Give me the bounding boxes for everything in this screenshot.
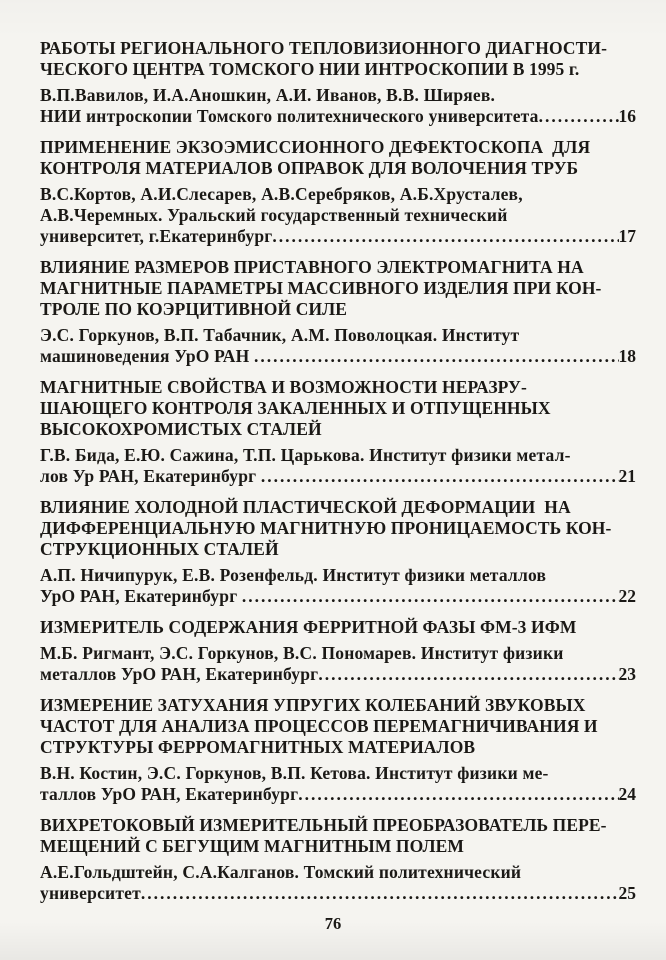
toc-title-line: ЧАСТОТ ДЛЯ АНАЛИЗА ПРОЦЕССОВ ПЕРЕМАГНИЧИВАНИЯ И: [40, 716, 598, 736]
toc-entry-authors: [40, 763, 636, 784]
toc-entry-title: [40, 497, 636, 560]
toc-entry-refline: [40, 106, 636, 127]
toc-entry-page-number: 23: [618, 664, 636, 684]
toc-title-line: МАГНИТНЫЕ СВОЙСТВА И ВОЗМОЖНОСТИ НЕРАЗРУ-: [40, 377, 527, 397]
toc-entry-refline-text: машиноведения УрО РАН: [40, 346, 255, 366]
toc-title-line: РАБОТЫ РЕГИОНАЛЬНОГО ТЕПЛОВИЗИОННОГО ДИАГНОСТИ-: [40, 38, 608, 58]
page-footer: [0, 914, 666, 934]
toc-entry-refline-text: металлов УрО РАН, Екатеринбург: [40, 664, 319, 684]
toc-entry-refline: [40, 586, 636, 607]
toc-title-line: ИЗМЕРЕНИЕ ЗАТУХАНИЯ УПРУГИХ КОЛЕБАНИЙ ЗВУКОВЫХ: [40, 695, 586, 715]
toc-leader-dots: [298, 784, 618, 805]
toc-authors-line: Э.С. Горкунов, В.П. Табачник, А.М. Поволоцкая. Институт: [40, 325, 520, 345]
toc-authors-line: В.С.Кортов, А.И.Слесарев, А.В.Серебряков, А.Б.Хрусталев,: [40, 184, 523, 204]
toc-entry-authors: [40, 862, 636, 883]
toc-title-line: СТРУКТУРЫ ФЕРРОМАГНИТНЫХ МАТЕРИАЛОВ: [40, 737, 476, 757]
folio-page-number: 76: [324, 914, 342, 933]
toc-entry-refline-text: университет: [40, 883, 141, 903]
toc-entry: [40, 377, 636, 487]
toc-entry-refline-text: таллов УрО РАН, Екатеринбург: [40, 784, 299, 804]
toc-title-line: ВЛИЯНИЕ ХОЛОДНОЙ ПЛАСТИЧЕСКОЙ ДЕФОРМАЦИИ НА: [40, 497, 571, 517]
toc-title-line: ВИХРЕТОКОВЫЙ ИЗМЕРИТЕЛЬНЫЙ ПРЕОБРАЗОВАТЕЛЬ ПЕРЕ-: [40, 815, 607, 835]
toc-entry: [40, 617, 636, 685]
toc-title-line: ИЗМЕРИТЕЛЬ СОДЕРЖАНИЯ ФЕРРИТНОЙ ФАЗЫ ФМ-3 ИФМ: [40, 617, 577, 637]
toc-entry-refline: [40, 664, 636, 685]
toc-entry-list: [40, 38, 636, 904]
toc-entry-page-number: 24: [618, 784, 636, 804]
toc-authors-line: А.В.Черемных. Уральский государственный технический: [40, 205, 508, 225]
toc-entry-refline: [40, 784, 636, 805]
toc-entry-authors: [40, 85, 636, 106]
toc-entry-authors: [40, 184, 636, 226]
toc-leader-dots: [261, 466, 619, 487]
toc-entry-refline: [40, 226, 636, 247]
toc-entry-authors: [40, 325, 636, 346]
toc-entry: [40, 497, 636, 607]
toc-entry-authors: [40, 565, 636, 586]
toc-authors-line: А.Е.Гольдштейн, С.А.Калганов. Томский политехнический: [40, 862, 522, 882]
toc-title-line: МЕЩЕНИЙ С БЕГУЩИМ МАГНИТНЫМ ПОЛЕМ: [40, 836, 465, 856]
toc-leader-dots: [539, 106, 619, 127]
toc-entry: [40, 815, 636, 904]
toc-title-line: ДИФФЕРЕНЦИАЛЬНУЮ МАГНИТНУЮ ПРОНИЦАЕМОСТЬ КОН-: [40, 518, 612, 538]
toc-entry-title: [40, 257, 636, 320]
toc-authors-line: В.Н. Костин, Э.С. Горкунов, В.П. Кетова. Институт физики ме-: [40, 763, 549, 783]
toc-entry-page-number: 17: [618, 226, 636, 246]
toc-entry-refline: [40, 466, 636, 487]
toc-entry-page-number: 18: [618, 346, 636, 366]
toc-authors-line: Г.В. Бида, Е.Ю. Сажина, Т.П. Царькова. Институт физики метал-: [40, 445, 571, 465]
toc-entry-title: [40, 617, 636, 638]
toc-entry-title: [40, 137, 636, 179]
toc-leader-dots: [242, 586, 619, 607]
toc-entry-authors: [40, 643, 636, 664]
toc-title-line: МАГНИТНЫЕ ПАРАМЕТРЫ МАССИВНОГО ИЗДЕЛИЯ ПРИ КОН-: [40, 278, 602, 298]
toc-entry-title: [40, 815, 636, 857]
toc-entry-refline-text: УрО РАН, Екатеринбург: [40, 586, 242, 606]
toc-leader-dots: [254, 346, 618, 367]
toc-title-line: СТРУКЦИОННЫХ СТАЛЕЙ: [40, 539, 279, 559]
toc-authors-line: М.Б. Ригмант, Э.С. Горкунов, В.С. Пономарев. Институт физики: [40, 643, 564, 663]
toc-entry-authors: [40, 445, 636, 466]
toc-leader-dots: [272, 226, 618, 247]
toc-authors-line: В.П.Вавилов, И.А.Аношкин, А.И. Иванов, В.В. Ширяев.: [40, 85, 496, 105]
toc-title-line: ВЛИЯНИЕ РАЗМЕРОВ ПРИСТАВНОГО ЭЛЕКТРОМАГНИТА НА: [40, 257, 584, 277]
toc-leader-dots: [318, 664, 618, 685]
toc-entry: [40, 257, 636, 367]
toc-entry-page-number: 16: [618, 106, 636, 126]
toc-entry: [40, 137, 636, 247]
toc-entry-page-number: 22: [618, 586, 636, 606]
toc-entry-title: [40, 695, 636, 758]
toc-title-line: ВЫСОКОХРОМИСТЫХ СТАЛЕЙ: [40, 419, 322, 439]
toc-entry-refline: [40, 883, 636, 904]
toc-entry-page-number: 21: [618, 466, 636, 486]
toc-title-line: ТРОЛЕ ПО КОЭРЦИТИВНОЙ СИЛЕ: [40, 299, 348, 319]
toc-entry-refline-text: лов Ур РАН, Екатеринбург: [40, 466, 261, 486]
toc-title-line: ЧЕСКОГО ЦЕНТРА ТОМСКОГО НИИ ИНТРОСКОПИИ В 1995 г.: [40, 59, 580, 79]
toc-title-line: КОНТРОЛЯ МАТЕРИАЛОВ ОПРАВОК ДЛЯ ВОЛОЧЕНИЯ ТРУБ: [40, 158, 579, 178]
toc-entry: [40, 695, 636, 805]
toc-title-line: ПРИМЕНЕНИЕ ЭКЗОЭМИССИОННОГО ДЕФЕКТОСКОПА ДЛЯ: [40, 137, 591, 157]
toc-entry-title: [40, 38, 636, 80]
toc-title-line: ШАЮЩЕГО КОНТРОЛЯ ЗАКАЛЕННЫХ И ОТПУЩЕННЫХ: [40, 398, 551, 418]
toc-entry-title: [40, 377, 636, 440]
toc-authors-line: А.П. Ничипурук, Е.В. Розенфельд. Институт физики металлов: [40, 565, 547, 585]
toc-entry-refline-text: НИИ интроскопии Томского политехнического университета: [40, 106, 539, 126]
toc-entry-refline: [40, 346, 636, 367]
toc-entry-refline-text: университет, г.Екатеринбург: [40, 226, 273, 246]
toc-entry: [40, 38, 636, 127]
toc-entry-page-number: 25: [618, 883, 636, 903]
toc-leader-dots: [141, 883, 619, 904]
